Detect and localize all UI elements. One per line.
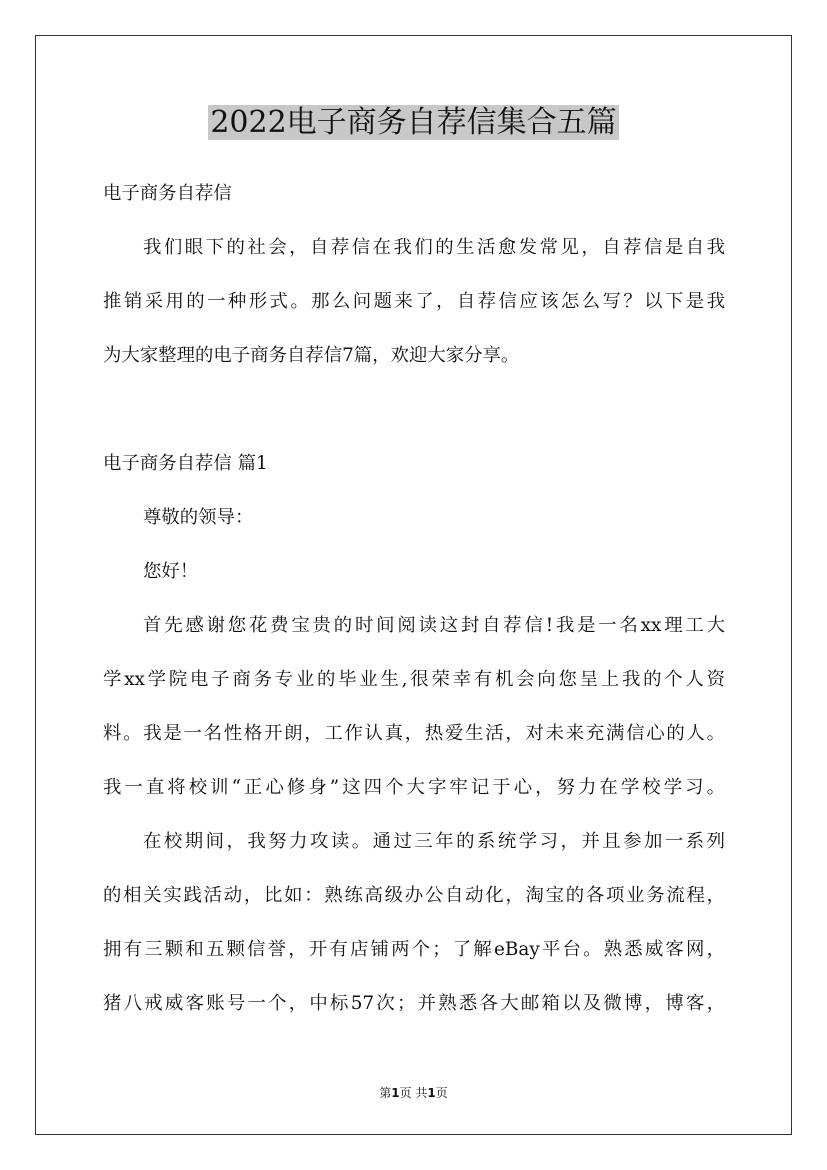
letter-heading: 电子商务自荐信 篇1 xyxy=(103,453,268,474)
body-line: 首先感谢您花费宝贵的时间阅读这封自荐信!我是一名xx理工大 xyxy=(143,615,725,636)
body-line: 为大家整理的电子商务自荐信7篇，欢迎大家分享。 xyxy=(103,345,520,366)
section-heading: 电子商务自荐信 xyxy=(103,183,232,204)
salutation: 尊敬的领导： xyxy=(143,507,254,528)
document-title: 2022电子商务自荐信集合五篇 xyxy=(210,105,617,140)
page-suffix: 页 xyxy=(435,1086,448,1100)
body-line: 在校期间，我努力攻读。通过三年的系统学习，并且参加一系列 xyxy=(143,831,725,852)
body-line: 学xx学院电子商务专业的毕业生,很荣幸有机会向您呈上我的个人资 xyxy=(103,669,725,690)
body-line: 我一直将校训“正心修身”这四个大字牢记于心，努力在学校学习。 xyxy=(103,777,725,798)
page-current: 1 xyxy=(391,1086,400,1100)
greeting: 您好！ xyxy=(143,561,199,582)
body-line: 猪八戒威客账号一个，中标57次；并熟悉各大邮箱以及微博，博客， xyxy=(103,993,725,1014)
body-line: 的相关实践活动，比如：熟练高级办公自动化，淘宝的各项业务流程， xyxy=(103,885,725,906)
page-footer xyxy=(0,1085,827,1101)
page-total: 1 xyxy=(427,1086,436,1100)
page-prefix: 第 xyxy=(379,1086,392,1100)
body-line: 料。我是一名性格开朗，工作认真，热爱生活，对未来充满信心的人。 xyxy=(103,723,725,744)
body-line: 推销采用的一种形式。那么问题来了，自荐信应该怎么写？以下是我 xyxy=(103,291,725,312)
body-line: 拥有三颗和五颗信誉，开有店铺两个；了解eBay平台。熟悉威客网， xyxy=(103,939,725,960)
page-mid: 页 共 xyxy=(399,1086,428,1100)
body-line: 我们眼下的社会，自荐信在我们的生活愈发常见，自荐信是自我 xyxy=(143,237,725,258)
